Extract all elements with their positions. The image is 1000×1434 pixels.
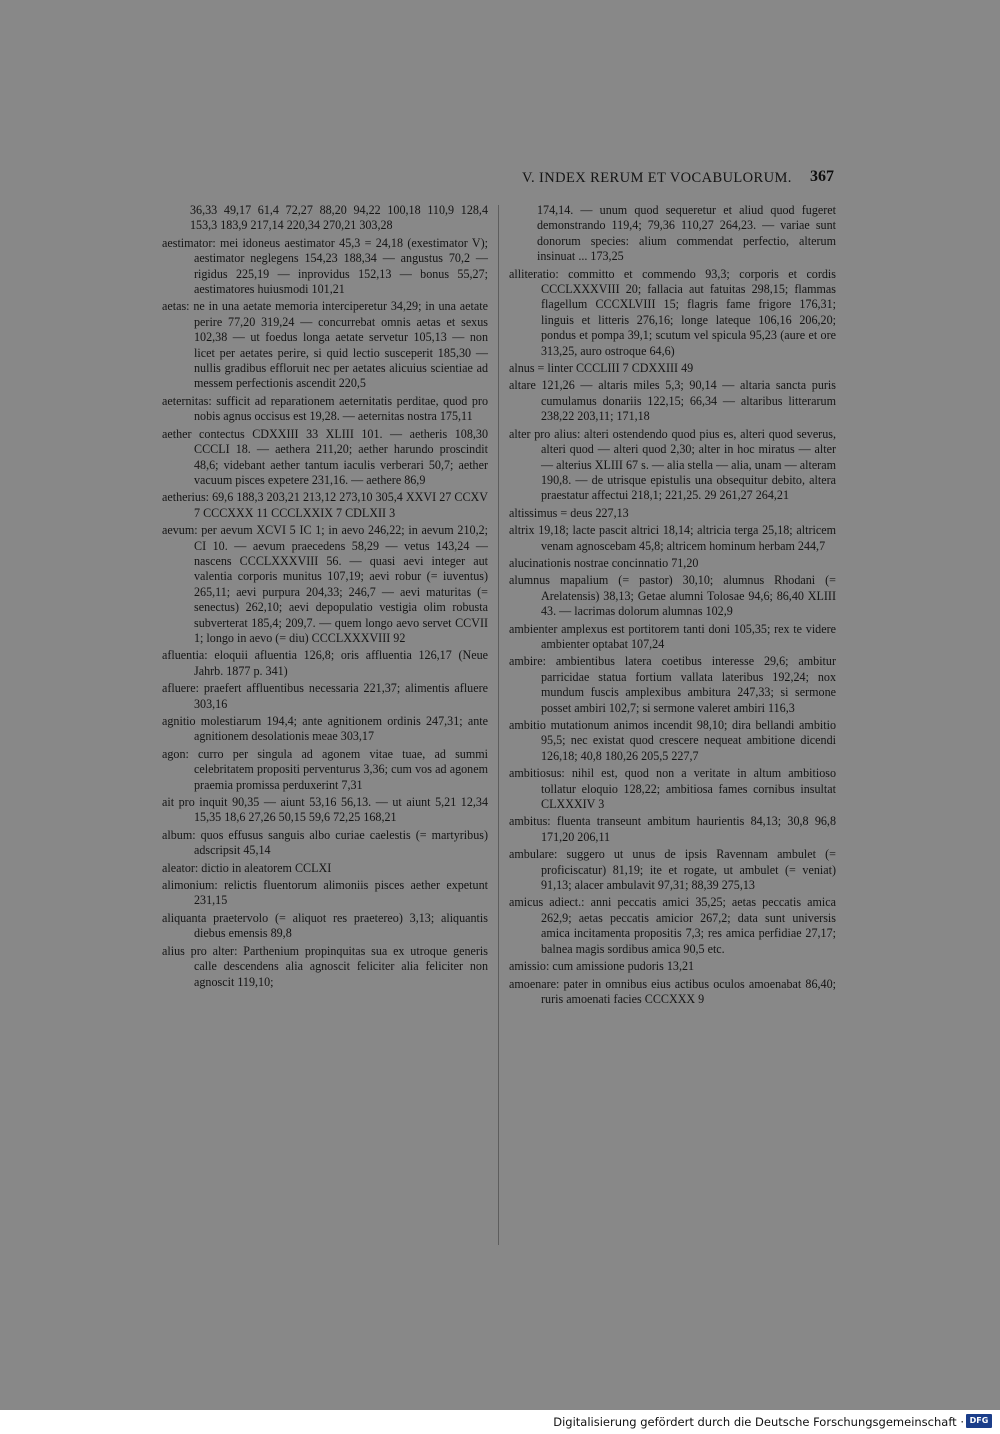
index-entry: altare 121,26 — altaris miles 5,3; 90,14 — altaria sancta puris cumulamus donariis 122,15; 66,34 — altaribus litterarum 238,22 203,11; 171,18	[509, 378, 836, 424]
index-entry: ambulare: suggero ut unus de ipsis Ravennam ambulet (= proficiscatur) 81,19; ite et rogate, ut ambulet (= veniat) 91,13; alacer ambulavit 97,31; 88,39 275,13	[509, 847, 836, 893]
index-entry: aleator: dictio in aleatorem CCLXI	[162, 860, 332, 875]
index-entry: alnus = linter CCCLIII 7 CDXXIII 49	[509, 361, 694, 376]
page-number: 367	[810, 168, 834, 185]
index-entry: ambitiosus: nihil est, quod non a veritate in altum ambitioso tollatur eloquio 128,22; ambitiosa fames cornibus insultat CLXXXIV 3	[509, 766, 836, 812]
index-entry: ambitus: fluenta transeunt ambitum haurientis 84,13; 30,8 96,8 171,20 206,11	[509, 814, 836, 844]
index-entry: alius pro alter: Parthenium propinquitas sua ex utroque generis calle descendens alia agnoscit feliciter alia feliciter non agnoscit 119,10;	[162, 943, 488, 989]
index-entry: afluere: praefert affluentibus necessaria 221,37; alimentis afluere 303,16	[162, 681, 488, 711]
index-entry: alter pro alius: alteri ostendendo quod pius es, alteri quod severus, alteri quod — alteri quod 2,30; alter in hoc miratus — alter — alterius XLIII 67 s. — alia stella — alia, unam — alteram 190,8. — de utrisque epistulis una obsequitur debito, altera praestatur affectui 218,1; 221,25. 29 261,27 264,21	[509, 426, 836, 503]
funding-notice: Digitalisierung gefördert durch die Deutsche Forschungsgemeinschaft ·	[553, 1415, 964, 1429]
index-entry: alumnus mapalium (= pastor) 30,10; alumnus Rhodani (= Arelatensis) 38,13; Getae alumni Tolosae 94,6; 86,40 XLIII 43. — lacrimas dolorum alumnas 102,9	[509, 573, 836, 619]
index-entry: aetherius: 69,6 188,3 203,21 213,12 273,10 305,4 XXVI 27 CCXV 7 CCCXXX 11 CCCLXXIX 7 CDLXII 3	[162, 490, 488, 520]
index-entry: alucinationis nostrae concinnatio 71,20	[509, 555, 699, 570]
index-entry: aevum: per aevum XCVI 5 IC 1; in aevo 246,22; in aevum 210,2; CI 10. — aevum praecedens 58,29 — vetus 143,24 — nascens CCCLXXXVIII 56. — quasi aevi integer aut valentia corporis munitus 107,19; aevi robur (= iuventus) 265,11; aevi purpura 204,33; 246,7 — aevi maturitas (= senectus) 262,10; aevi depopulatio vestigia olim robusta subverterat 185,4; 209,7. — quem longo aevo servet CCVII 1; longo in aevo (= diu) CCCLXXXVIII 92	[162, 523, 488, 645]
index-entry: aestimator: mei idoneus aestimator 45,3 = 24,18 (exestimator V); aestimator neglegens 154,23 188,34 — angustus 70,2 — rigidus 225,19 — inprovidus 152,13 — bonus 55,27; aestimatores huiusmodi 101,21	[162, 235, 488, 297]
index-entry: agon: curro per singula ad agonem vitae tuae, ad summi celebritatem propositi perventurus 3,36; cum vos ad agonem praemia promissa perduxerint 7,31	[162, 746, 488, 792]
index-entry: ambienter amplexus est portitorem tanti doni 105,35; rex te videre ambienter optabat 107,24	[509, 621, 836, 651]
index-entry: aeternitas: sufficit ad reparationem aeternitatis perditae, quod pro nobis agnus occisus est 19,28. — aeternitas nostra 175,11	[162, 393, 488, 424]
index-entry: aether contectus CDXXIII 33 XLIII 101. — aetheris 108,30 CCCLI 18. — aethera 211,20; aether harundo proscindit 48,6; videbant aether tantum iaculis verberari 50,7; aether vacuum pisces expetere 231,16. — aethere 86,9	[162, 426, 488, 487]
index-entry: ambire: ambientibus latera coetibus interesse 29,6; ambitur parricidae statua fortium vallata lateribus 192,24; nox mundum fuscis amplexibus ambitura 247,33; si sermone posset ambiri 102,7; si sermone valeret ambiri 116,3	[509, 654, 836, 715]
footer-bar	[0, 1410, 1000, 1434]
index-entry: ait pro inquit 90,35 — aiunt 53,16 56,13. — ut aiunt 5,21 12,34 15,35 18,6 27,26 50,15 59,6 72,25 168,21	[162, 795, 488, 825]
index-entry: altissimus = deus 227,13	[509, 505, 629, 520]
column-divider	[498, 205, 499, 1245]
index-entry: aliquanta praetervolo (= aliquot res praetereo) 3,13; aliquantis diebus emensis 89,8	[162, 910, 488, 941]
index-entry-continued: 36,33 49,17 61,4 72,27 88,20 94,22 100,18 110,9 128,4 153,3 183,9 217,14 220,34 270,21 303,28	[190, 203, 488, 233]
index-entry: agnitio molestiarum 194,4; ante agnitionem ordinis 247,31; ante agnitionem desolationis meae 303,17	[162, 714, 488, 744]
right-column	[509, 203, 836, 1009]
index-entry-continued: 174,14. — unum quod sequeretur et aliud quod fugeret demonstrando 119,4; 79,36 110,27 264,23. — variae sunt donorum species: alium commendat perfectio, alterum insinuat ... 173,25	[537, 203, 836, 264]
index-entry: ambitio mutationum animos incendit 98,10; dira bellandi ambitio 95,5; nec existat quod crescere nequeat ambitione dicendi 126,18; 40,8 180,26 205,5 227,7	[509, 718, 836, 763]
index-entry: alimonium: relictis fluentorum alimoniis pisces aether expetunt 231,15	[162, 878, 488, 908]
index-entry: afluentia: eloquii afluentia 126,8; oris affluentia 126,17 (Neue Jahrb. 1877 p. 341)	[162, 648, 488, 678]
index-entry: amicus adiect.: anni peccatis amici 35,25; aetas peccatis amica 262,9; aetas peccatis amicior 267,2; data sunt universis amica incitamenta propositis 7,3; res amica perfidiae 27,17; balnea magis sordibus amica 90,5 etc.	[509, 895, 836, 956]
index-entry: alliteratio: committo et commendo 93,3; corporis et cordis CCCLXXXVIII 20; fallacia aut fatuitas 298,15; flammas flagellum CCCXLVIII 15; flagris fame frigore 176,31; linguis et litteris 276,16; longe lateque 106,16 206,20; pondus et pompa 39,1; scutum vel spicula 95,23 (aure et ore 313,25, auro ostroque 64,6)	[509, 266, 836, 358]
dfg-logo: DFG	[966, 1414, 992, 1428]
running-head: V. INDEX RERUM ET VOCABULORUM.	[522, 170, 792, 186]
index-entry: album: quos effusus sanguis albo curiae caelestis (= martyribus) adscripsit 45,14	[162, 827, 488, 858]
index-entry: amissio: cum amissione pudoris 13,21	[509, 959, 695, 974]
index-entry: aetas: ne in una aetate memoria interciperetur 34,29; in una aetate perire 77,20 319,24 — concurrebat omnis aetas et sexus 102,38 — ut foedus longa aetate servetur 105,13 — non licet per aetates perire, si quid lectio susceperit 185,30 — nullis gradibus effloruit nec per aetates alicuius scientiae ad messem perfectionis ascendit 220,5	[162, 299, 488, 391]
index-entry: amoenare: pater in omnibus eius actibus oculos amoenabat 86,40; ruris amoenati facies CCCXXX 9	[509, 976, 836, 1006]
page-header	[162, 170, 842, 190]
left-column	[162, 203, 488, 992]
index-entry: altrix 19,18; lacte pascit altrici 18,14; altricia terga 25,18; altricem venam agnoscebam 45,8; altricem hominum herbam 244,7	[509, 523, 836, 553]
